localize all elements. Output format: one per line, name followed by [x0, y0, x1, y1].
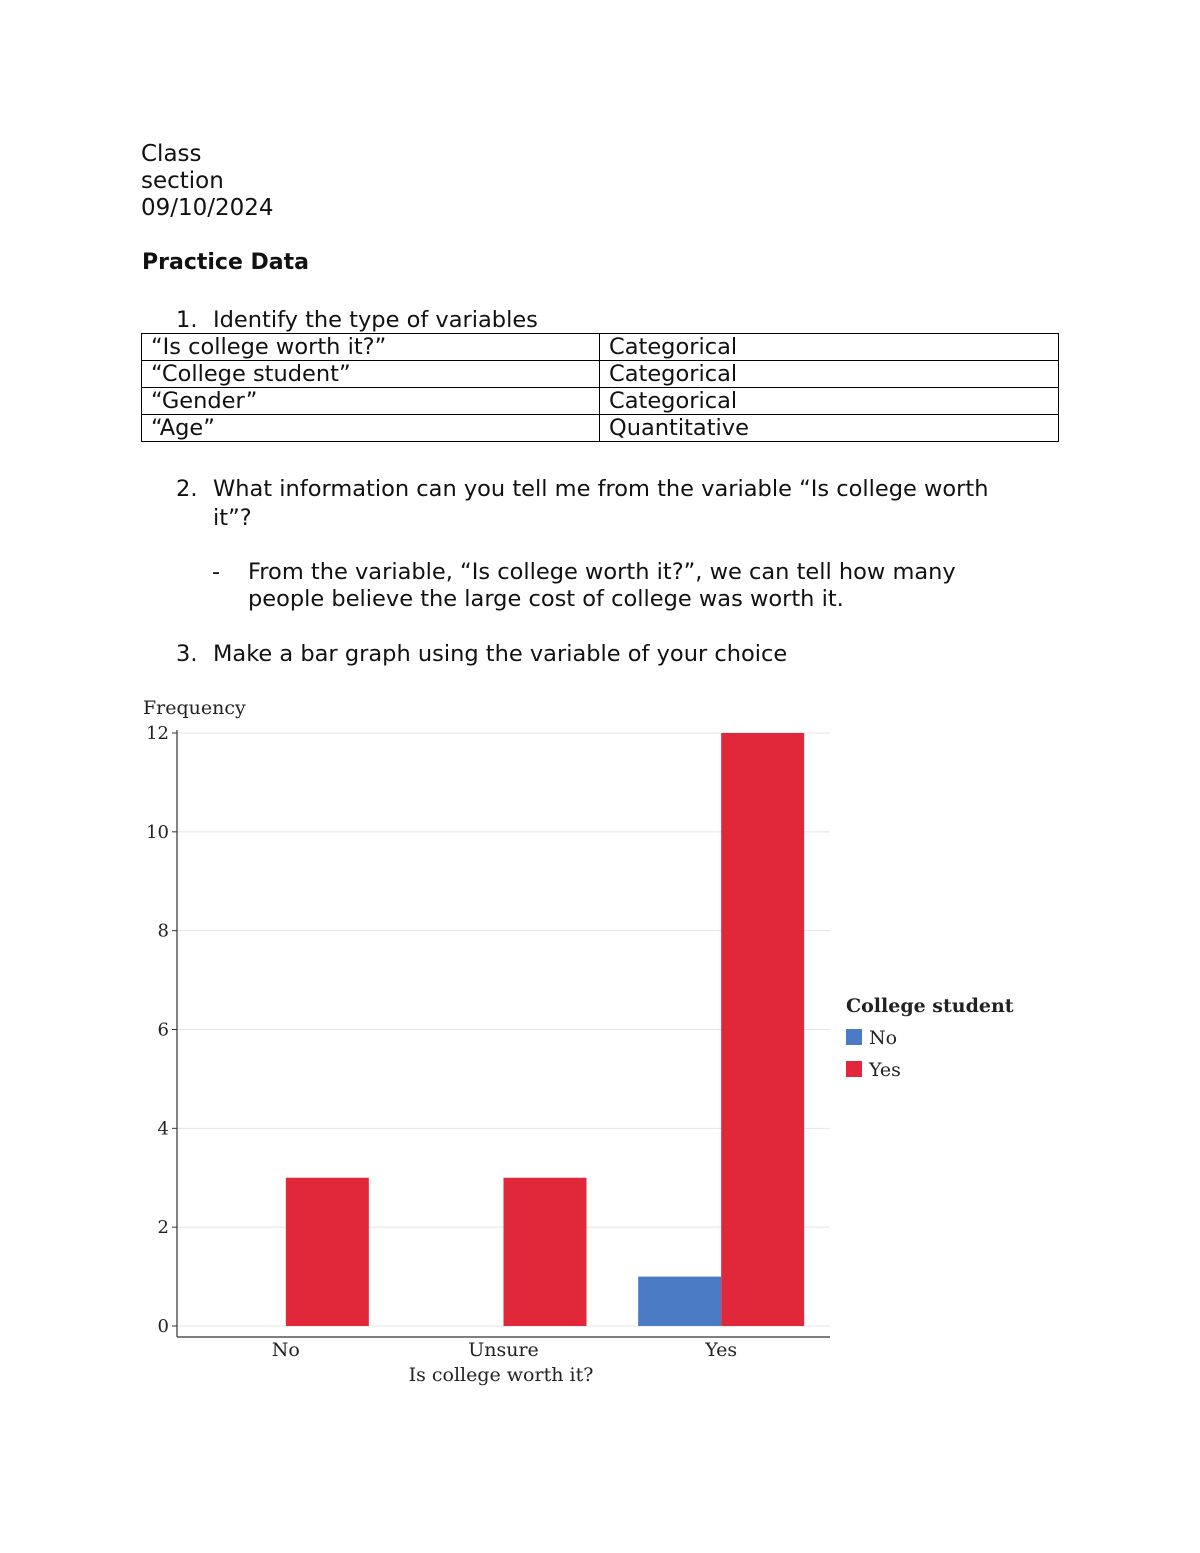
- x-tick-label: No: [271, 1339, 300, 1361]
- legend-swatch-no: [846, 1029, 862, 1045]
- question-text: Make a bar graph using the variable of your choice: [213, 641, 788, 667]
- legend-label-no: No: [869, 1027, 898, 1049]
- legend-swatch-yes: [846, 1061, 862, 1077]
- legend-label-yes: Yes: [869, 1059, 901, 1081]
- page-title: Practice Data: [142, 250, 310, 275]
- type-cell: Categorical: [600, 388, 1059, 415]
- y-axis-label: Frequency: [143, 697, 246, 719]
- x-tick-label: Unsure: [468, 1339, 539, 1361]
- y-tick-label: 0: [157, 1316, 169, 1337]
- y-tick-label: 10: [146, 821, 169, 843]
- legend: [846, 995, 1014, 1081]
- x-tick-label: Yes: [705, 1339, 738, 1361]
- variable-cell: “College student”: [142, 361, 600, 388]
- question-number: 3.: [176, 641, 198, 667]
- variable-cell: “Gender”: [142, 388, 600, 415]
- question-text-line1: What information can you tell me from the variable “Is college worth: [213, 476, 989, 502]
- legend-items: [846, 1027, 901, 1081]
- answer-text: From the variable, “Is college worth it?”, we can tell how many people believe the large cost of college was worth it.: [248, 559, 956, 612]
- bar-yes-unsure: [504, 1178, 587, 1326]
- bar-no-yes: [638, 1277, 721, 1326]
- type-cell: Quantitative: [600, 415, 1059, 442]
- bullet-dash: -: [212, 559, 221, 585]
- question-text-line2: it”?: [213, 505, 252, 531]
- y-tick-label: 4: [157, 1118, 169, 1140]
- question-text: Identify the type of variables: [213, 307, 538, 333]
- type-cell: Categorical: [600, 334, 1059, 361]
- y-tick-label: 6: [157, 1019, 169, 1041]
- ticks: [146, 723, 737, 1361]
- bar-yes-no: [286, 1178, 369, 1326]
- section-label: section: [141, 168, 224, 194]
- date-label: 09/10/2024: [141, 195, 274, 221]
- variable-cell: “Age”: [142, 415, 600, 442]
- y-tick-label: 2: [157, 1217, 169, 1239]
- variable-cell: “Is college worth it?”: [142, 334, 600, 361]
- x-axis-label: Is college worth it?: [408, 1364, 594, 1386]
- legend-title: College student: [846, 995, 1014, 1017]
- y-tick-label: 8: [157, 920, 169, 942]
- type-cell: Categorical: [600, 361, 1059, 388]
- question-number: 1.: [176, 307, 198, 333]
- bar-yes-yes: [721, 733, 804, 1326]
- question-number: 2.: [176, 476, 198, 502]
- y-tick-label: 12: [146, 723, 169, 744]
- class-label: Class: [141, 141, 202, 167]
